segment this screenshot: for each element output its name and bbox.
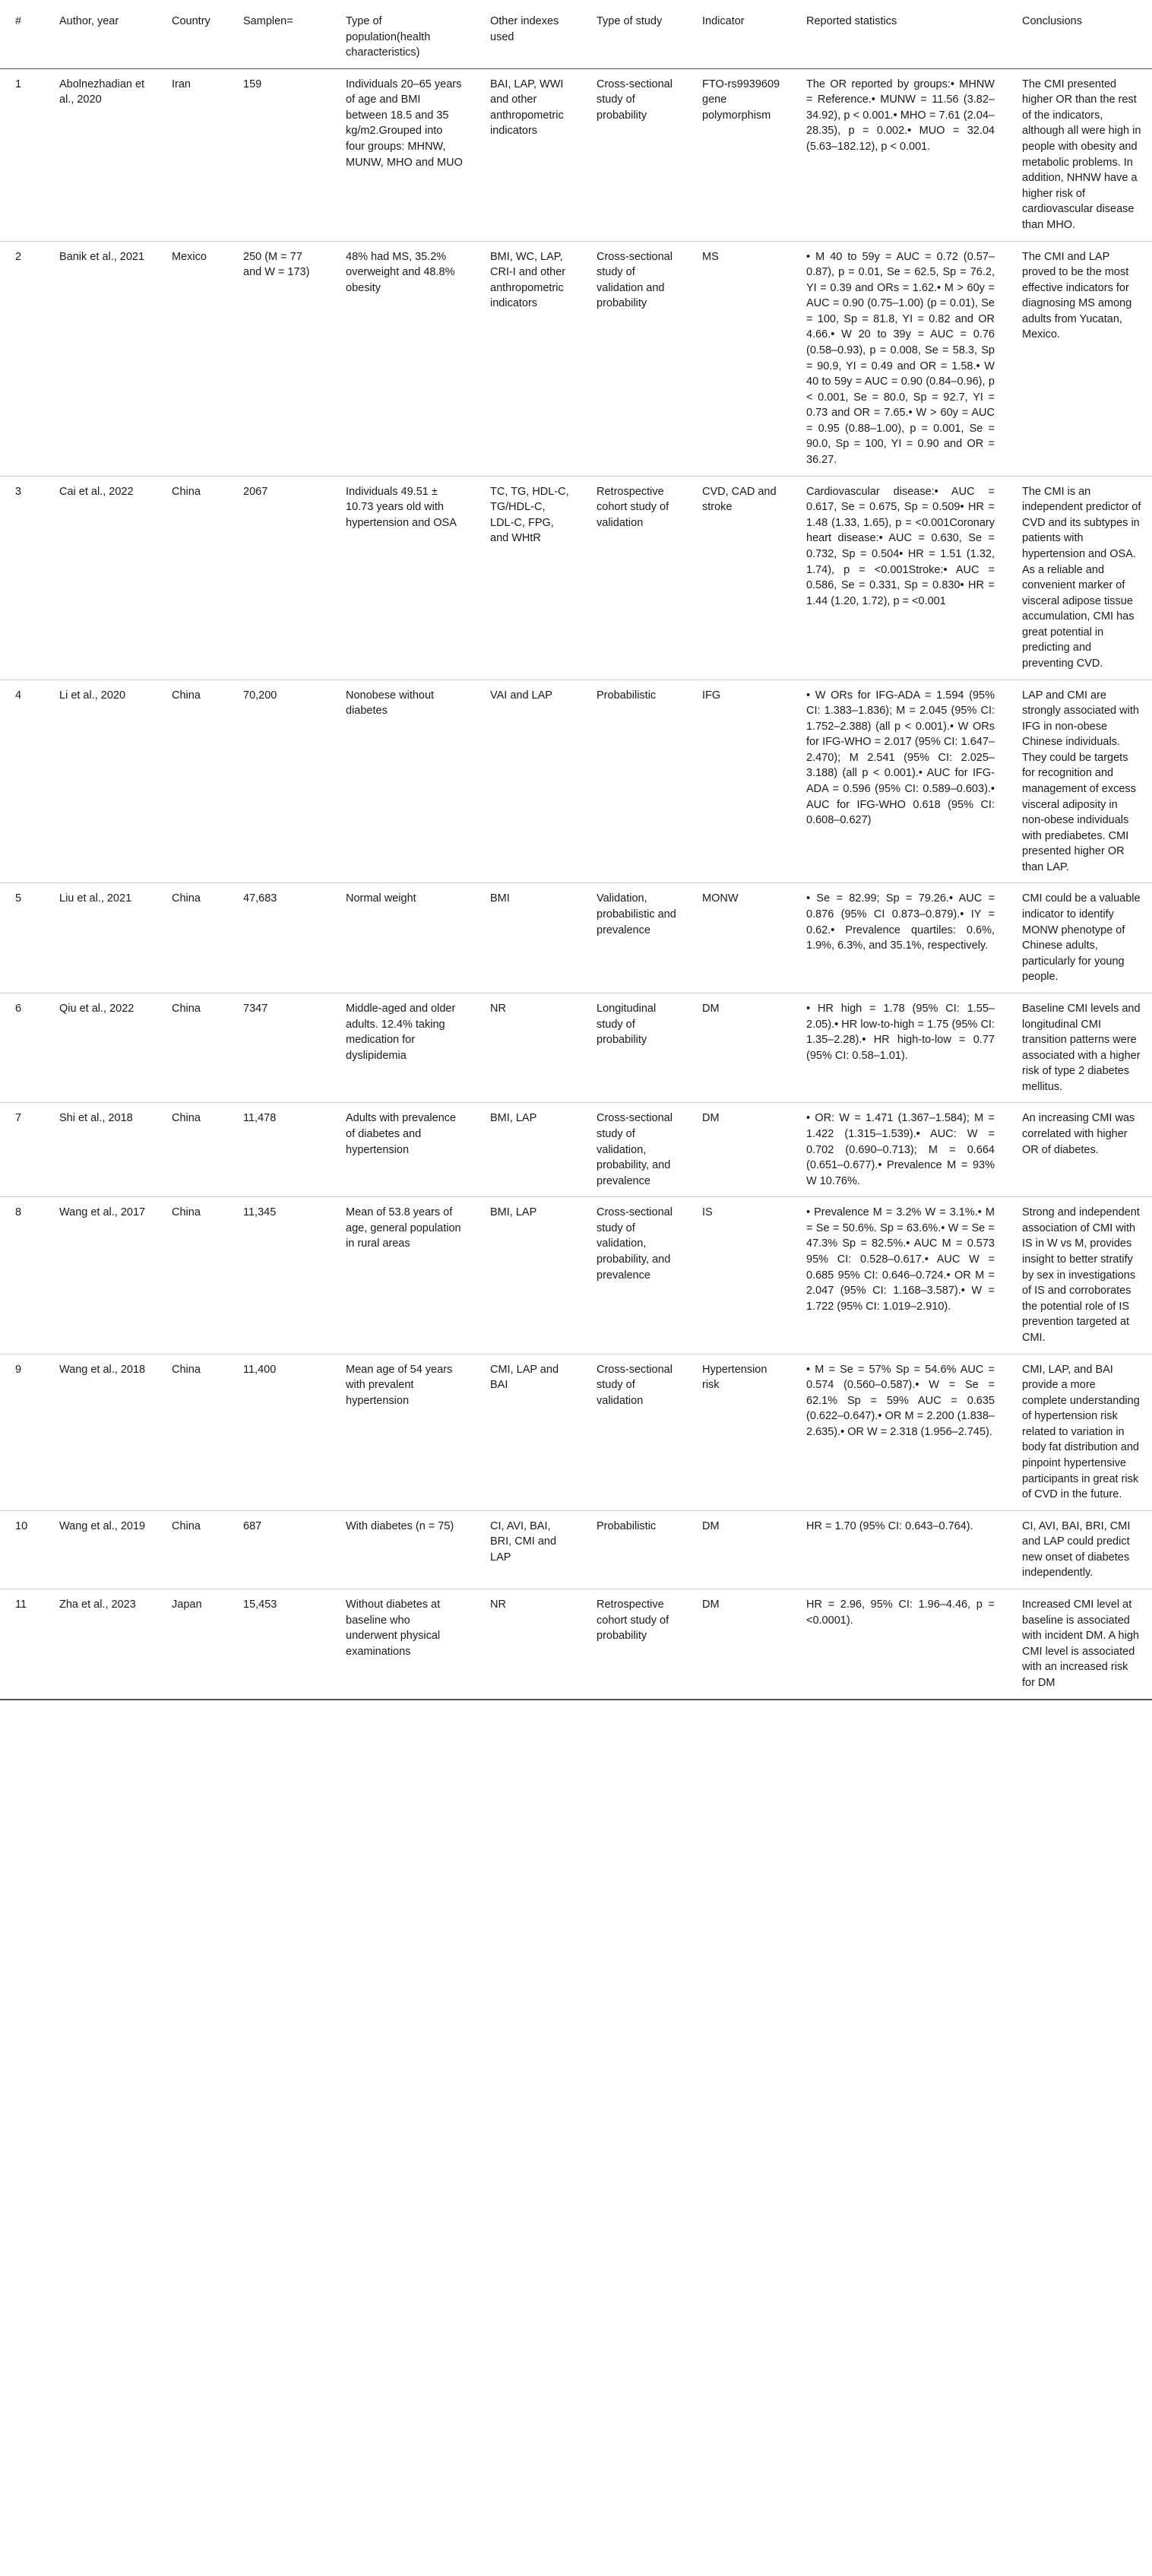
cell-study-type: Cross-sectional study of validation and probability [581, 241, 687, 476]
cell-author-year: Zha et al., 2023 [44, 1589, 157, 1700]
cell-country: Iran [157, 68, 228, 241]
cell-indicator: CVD, CAD and stroke [687, 476, 791, 680]
cell-conclusions: The CMI and LAP proved to be the most effective indicators for diagnosing MS among adults from Yucatan, Mexico. [1007, 241, 1152, 476]
cell-sample: 159 [228, 68, 331, 241]
cell-other-indexes: CI, AVI, BAI, BRI, CMI and LAP [475, 1510, 581, 1589]
cell-other-indexes: NR [475, 993, 581, 1102]
cell-indicator: IS [687, 1197, 791, 1354]
cell-author-year: Wang et al., 2018 [44, 1354, 157, 1510]
header-reported-statistics: Reported statistics [791, 0, 1007, 68]
cell-reported-statistics: HR = 2.96, 95% CI: 1.96–4.46, p = <0.0001). [791, 1589, 1007, 1700]
cell-other-indexes: CMI, LAP and BAI [475, 1354, 581, 1510]
cell-other-indexes: BMI, LAP [475, 1103, 581, 1197]
header-num: # [0, 0, 44, 68]
cell-country: China [157, 1510, 228, 1589]
cell-num: 11 [0, 1589, 44, 1700]
header-study-type: Type of study [581, 0, 687, 68]
cell-num: 1 [0, 68, 44, 241]
cell-other-indexes: NR [475, 1589, 581, 1700]
table-row [0, 68, 1152, 241]
table-row [0, 883, 1152, 993]
cell-other-indexes: BAI, LAP, WWI and other anthropometric indicators [475, 68, 581, 241]
cell-indicator: DM [687, 1510, 791, 1589]
cell-population: Mean age of 54 years with prevalent hypertension [331, 1354, 475, 1510]
cell-reported-statistics: • M 40 to 59y = AUC = 0.72 (0.57–0.87), p = 0.01, Se = 62.5, Sp = 76.2, YI = 0.39 and ORs = 1.62.• M > 60y = AUC = 0.90 (0.75–1.00) (p = 0.01), Se = 100, Sp = 81.8, YI = 0.82 and OR 4.66.• W 20 to 39y = AUC = 0.76 (0.58–0.93), p = 0.008, Se = 58.3, Sp = 90.9, YI = 0.49 and OR = 1.58.• W 40 to 59y = AUC = 0.90 (0.84–0.96), p < 0.001, Se = 80.0, Sp = 92.7, YI = 0.73 and OR = 7.65.• W > 60y = AUC = 0.95 (0.88–1.00), p = 0.001, Se = 90.0, Sp = 100, YI = 0.90 and OR = 36.27. [791, 241, 1007, 476]
cell-sample: 47,683 [228, 883, 331, 993]
header-population: Type of population(health characteristics) [331, 0, 475, 68]
cell-indicator: MS [687, 241, 791, 476]
cell-conclusions: CMI could be a valuable indicator to identify MONW phenotype of Chinese adults, particularly for young people. [1007, 883, 1152, 993]
cell-country: China [157, 476, 228, 680]
cell-study-type: Probabilistic [581, 680, 687, 883]
header-other-indexes: Other indexes used [475, 0, 581, 68]
cell-population: With diabetes (n = 75) [331, 1510, 475, 1589]
header-conclusions: Conclusions [1007, 0, 1152, 68]
cell-sample: 70,200 [228, 680, 331, 883]
cell-sample: 687 [228, 1510, 331, 1589]
cell-population: Nonobese without diabetes [331, 680, 475, 883]
cell-author-year: Shi et al., 2018 [44, 1103, 157, 1197]
cell-study-type: Cross-sectional study of validation, probability, and prevalence [581, 1197, 687, 1354]
cell-author-year: Cai et al., 2022 [44, 476, 157, 680]
cell-indicator: IFG [687, 680, 791, 883]
header-indicator: Indicator [687, 0, 791, 68]
cell-population: Adults with prevalence of diabetes and hypertension [331, 1103, 475, 1197]
table-row [0, 1354, 1152, 1510]
cell-other-indexes: BMI [475, 883, 581, 993]
cell-conclusions: An increasing CMI was correlated with higher OR of diabetes. [1007, 1103, 1152, 1197]
cell-indicator: DM [687, 1103, 791, 1197]
cell-study-type: Longitudinal study of probability [581, 993, 687, 1102]
cell-study-type: Retrospective cohort study of validation [581, 476, 687, 680]
cell-reported-statistics: The OR reported by groups:• MHNW = Reference.• MUNW = 11.56 (3.82–34.92), p < 0.001.• MHO = 7.61 (2.04–28.35), p = 0.002.• MUO = 32.04 (5.63–182.12), p < 0.001. [791, 68, 1007, 241]
cell-country: Japan [157, 1589, 228, 1700]
cell-num: 8 [0, 1197, 44, 1354]
header-country: Country [157, 0, 228, 68]
cell-other-indexes: BMI, LAP [475, 1197, 581, 1354]
cell-reported-statistics: • HR high = 1.78 (95% CI: 1.55–2.05).• HR low-to-high = 1.75 (95% CI: 1.35–2.28).• HR high-to-low = 0.77 (95% CI: 0.58–1.01). [791, 993, 1007, 1102]
header-row [0, 0, 1152, 68]
cell-study-type: Cross-sectional study of probability [581, 68, 687, 241]
cell-country: China [157, 1103, 228, 1197]
cell-author-year: Liu et al., 2021 [44, 883, 157, 993]
cell-author-year: Wang et al., 2019 [44, 1510, 157, 1589]
cell-other-indexes: TC, TG, HDL-C, TG/HDL-C, LDL-C, FPG, and WHtR [475, 476, 581, 680]
cell-sample: 11,345 [228, 1197, 331, 1354]
table-header [0, 0, 1152, 68]
cell-other-indexes: BMI, WC, LAP, CRI-I and other anthropometric indicators [475, 241, 581, 476]
cell-reported-statistics: Cardiovascular disease:• AUC = 0.617, Se = 0.675, Sp = 0.509• HR = 1.48 (1.33, 1.65), p = <0.001Coronary heart disease:• AUC = 0.630, Se = 0.732, Sp = 0.504• HR = 1.51 (1.32, 1.74), p = <0.001Stroke:• AUC = 0.586, Se = 0.331, Sp = 0.830• HR = 1.44 (1.20, 1.72), p = <0.001 [791, 476, 1007, 680]
cell-num: 9 [0, 1354, 44, 1510]
cell-sample: 2067 [228, 476, 331, 680]
cell-conclusions: The CMI presented higher OR than the rest of the indicators, although all were high in people with obesity and metabolic problems. In addition, NHNW have a higher risk of cardiovascular disease than MHO. [1007, 68, 1152, 241]
cell-sample: 11,478 [228, 1103, 331, 1197]
cell-study-type: Probabilistic [581, 1510, 687, 1589]
cell-country: China [157, 1197, 228, 1354]
cell-conclusions: Increased CMI level at baseline is associated with incident DM. A high CMI level is associated with an increased risk for DM [1007, 1589, 1152, 1700]
cell-study-type: Cross-sectional study of validation [581, 1354, 687, 1510]
cell-sample: 250 (M = 77 and W = 173) [228, 241, 331, 476]
cell-country: China [157, 883, 228, 993]
cell-indicator: DM [687, 1589, 791, 1700]
table-row [0, 1589, 1152, 1700]
table-row [0, 1510, 1152, 1589]
table-row [0, 241, 1152, 476]
cell-author-year: Abolnezhadian et al., 2020 [44, 68, 157, 241]
cell-study-type: Validation, probabilistic and prevalence [581, 883, 687, 993]
cell-reported-statistics: • OR: W = 1.471 (1.367–1.584); M = 1.422 (1.315–1.539).• AUC: W = 0.702 (0.690–0.713); M = 0.664 (0.651–0.677).• Prevalence M = 93% W 10.76%. [791, 1103, 1007, 1197]
cell-author-year: Li et al., 2020 [44, 680, 157, 883]
cell-population: Normal weight [331, 883, 475, 993]
table-row [0, 1103, 1152, 1197]
cell-reported-statistics: HR = 1.70 (95% CI: 0.643–0.764). [791, 1510, 1007, 1589]
header-sample: Samplen= [228, 0, 331, 68]
cell-conclusions: The CMI is an independent predictor of CVD and its subtypes in patients with hypertension and OSA. As a reliable and convenient marker of visceral adipose tissue accumulation, CMI has great potential in predicting and preventing CVD. [1007, 476, 1152, 680]
cell-num: 7 [0, 1103, 44, 1197]
cell-author-year: Wang et al., 2017 [44, 1197, 157, 1354]
cell-sample: 7347 [228, 993, 331, 1102]
table-row [0, 1197, 1152, 1354]
cell-population: Without diabetes at baseline who underwent physical examinations [331, 1589, 475, 1700]
cell-country: China [157, 680, 228, 883]
cell-indicator: DM [687, 993, 791, 1102]
cell-study-type: Retrospective cohort study of probability [581, 1589, 687, 1700]
cell-indicator: FTO-rs9939609 gene polymorphism [687, 68, 791, 241]
cell-conclusions: Strong and independent association of CMI with IS in W vs M, provides insight to better stratify by sex in investigations of IS and corroborates the potential role of IS prevention targeted at CMI. [1007, 1197, 1152, 1354]
cell-country: China [157, 993, 228, 1102]
cell-author-year: Banik et al., 2021 [44, 241, 157, 476]
cell-conclusions: CMI, LAP, and BAI provide a more complete understanding of hypertension risk related to variation in body fat distribution and pinpoint hypertensive participants in great risk of CVD in the future. [1007, 1354, 1152, 1510]
cell-sample: 15,453 [228, 1589, 331, 1700]
cell-other-indexes: VAI and LAP [475, 680, 581, 883]
cell-reported-statistics: • W ORs for IFG-ADA = 1.594 (95% CI: 1.383–1.836); M = 2.045 (95% CI: 1.752–2.388) (all p < 0.001).• W ORs for IFG-WHO = 2.017 (95% CI: 1.647–2.470); M 2.541 (95% CI: 2.025–3.188) (all p < 0.001).• AUC for IFG-ADA = 0.596 (95% CI: 0.589–0.603).• AUC for IFG-WHO 0.618 (95% CI: 0.608–0.627) [791, 680, 1007, 883]
cell-sample: 11,400 [228, 1354, 331, 1510]
table-row [0, 993, 1152, 1102]
cell-study-type: Cross-sectional study of validation, probability, and prevalence [581, 1103, 687, 1197]
cell-num: 2 [0, 241, 44, 476]
cell-indicator: MONW [687, 883, 791, 993]
cell-num: 3 [0, 476, 44, 680]
cell-reported-statistics: • Prevalence M = 3.2% W = 3.1%.• M = Se = 50.6%. Sp = 63.6%.• W = Se = 47.3% Sp = 82.5%.• AUC M = 0.573 95% CI: 0.528–0.617.• AUC W = 0.685 95% CI: 0.646–0.724.• OR M = 2.047 (95% CI: 1.168–3.587).• W = 1.722 (95% CI: 1.019–2.910). [791, 1197, 1007, 1354]
cell-country: Mexico [157, 241, 228, 476]
table-row [0, 680, 1152, 883]
cell-conclusions: CI, AVI, BAI, BRI, CMI and LAP could predict new onset of diabetes independently. [1007, 1510, 1152, 1589]
cell-author-year: Qiu et al., 2022 [44, 993, 157, 1102]
cell-population: Middle-aged and older adults. 12.4% taking medication for dyslipidemia [331, 993, 475, 1102]
cell-num: 5 [0, 883, 44, 993]
cell-indicator: Hypertension risk [687, 1354, 791, 1510]
table-row [0, 476, 1152, 680]
cell-conclusions: LAP and CMI are strongly associated with IFG in non-obese Chinese individuals. They could be targets for recognition and management of excess visceral adiposity in non-obese individuals with prediabetes. CMI presented higher OR than LAP. [1007, 680, 1152, 883]
cell-population: Individuals 20–65 years of age and BMI between 18.5 and 35 kg/m2.Grouped into four groups: MHNW, MUNW, MHO and MUO [331, 68, 475, 241]
cell-country: China [157, 1354, 228, 1510]
header-author-year: Author, year [44, 0, 157, 68]
cell-population: Individuals 49.51 ± 10.73 years old with hypertension and OSA [331, 476, 475, 680]
cell-num: 4 [0, 680, 44, 883]
table-body [0, 68, 1152, 1699]
cell-population: 48% had MS, 35.2% overweight and 48.8% obesity [331, 241, 475, 476]
cell-num: 10 [0, 1510, 44, 1589]
cell-conclusions: Baseline CMI levels and longitudinal CMI transition patterns were associated with a higher risk of type 2 diabetes mellitus. [1007, 993, 1152, 1102]
cell-num: 6 [0, 993, 44, 1102]
cell-reported-statistics: • Se = 82.99; Sp = 79.26.• AUC = 0.876 (95% CI 0.873–0.879).• IY = 0.62.• Prevalence quartiles: 0.6%, 1.9%, 6.3%, and 35.1%, respectively. [791, 883, 1007, 993]
cell-population: Mean of 53.8 years of age, general population in rural areas [331, 1197, 475, 1354]
cell-reported-statistics: • M = Se = 57% Sp = 54.6% AUC = 0.574 (0.560–0.587).• W = Se = 62.1% Sp = 59% AUC = 0.635 (0.622–0.647).• OR M = 2.200 (1.838–2.635).• OR W = 2.318 (1.956–2.745). [791, 1354, 1007, 1510]
